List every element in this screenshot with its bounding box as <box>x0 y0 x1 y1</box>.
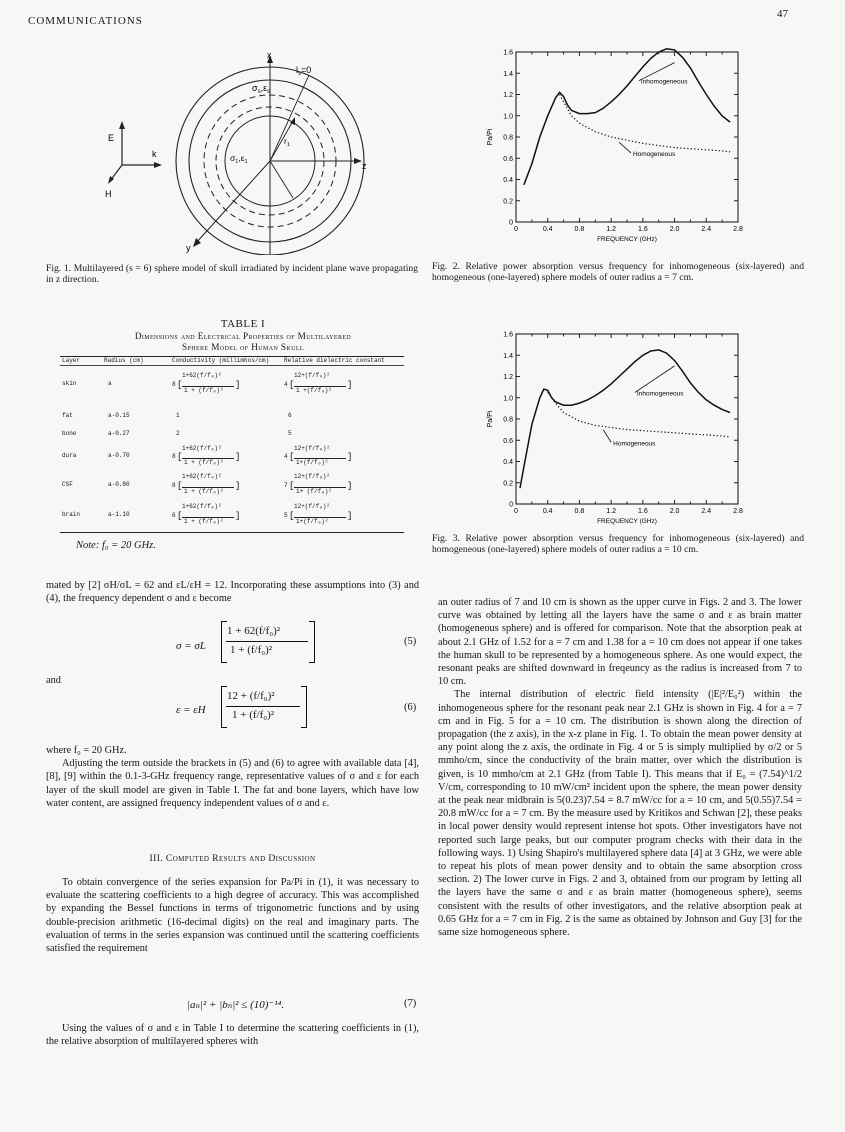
table-cell-conductivity-bracket-close: ] <box>235 452 241 462</box>
eq5-denominator: 1 + (f/f₀)² <box>230 644 273 656</box>
y-tick-label: 1.4 <box>503 70 513 78</box>
table-cell-radius: a-1.10 <box>108 511 130 518</box>
eq6-numerator: 12 + (f/f₀)² <box>227 690 275 702</box>
rs-radius <box>270 75 309 161</box>
x-tick-label: 2.0 <box>669 508 680 515</box>
e-vector-arrow <box>119 121 125 129</box>
table-cell-conductivity-denominator: 1 + (f/f₀)² <box>184 488 224 495</box>
fig3-chart <box>474 326 774 536</box>
table-cell-conductivity-bracket-close: ] <box>235 511 241 521</box>
k-vector-arrow <box>154 162 162 168</box>
table-cell-conductivity-denominator: 1 + (f/f₀)² <box>184 518 224 525</box>
table-cell-conductivity-factor: 8 <box>172 482 176 489</box>
left-paragraph-4: Using the values of σ and ε in Table I to determine the scattering coefficients in (1), the relative absorption of multilayered spheres with <box>46 1023 419 1048</box>
table-cell-conductivity-factor: 6 <box>172 512 176 519</box>
table-cell-dielectric-denominator: 1+(f/f₀)² <box>296 459 329 466</box>
label-r1-sub: 1 <box>286 142 290 148</box>
homogeneous-annotation: Homogeneous <box>632 150 676 158</box>
table-cell-conductivity: 2 <box>176 430 180 437</box>
table-cell-conductivity-bracket-open: [ <box>177 452 183 462</box>
eq6-fraction-bar <box>226 706 300 707</box>
table-cell-dielectric-bracket-open: [ <box>289 452 295 462</box>
r-vector <box>270 161 293 198</box>
label-eps-s-sub: s <box>267 89 271 95</box>
label-k: k <box>152 149 157 159</box>
y-tick-label: 0.4 <box>503 459 513 466</box>
table-cell-conductivity-bracket-open: [ <box>177 481 183 491</box>
x-tick-label: 0.4 <box>542 226 553 233</box>
eq7: |aₙ|² + |bₙ|² ≤ (10)⁻¹⁴. <box>187 999 285 1011</box>
eq6-brackets <box>221 686 307 728</box>
table-cell-radius: a-0.80 <box>108 481 130 488</box>
table-cell-dielectric-numerator: 12+(f/f₀)² <box>294 473 331 480</box>
section-heading: III. Computed Results and Discussion <box>149 853 316 864</box>
homogeneous-leader <box>603 430 611 443</box>
x-tick-label: 1.6 <box>637 508 648 515</box>
eq5-lhs: σ = σL <box>176 640 206 652</box>
left-paragraph-2: where f₀ = 20 GHz. Adjusting the term outside the brackets in (5) and (6) to agree with available data [4], [8], [9] within the 0.1-3-GHz frequency range, representative values of σ and ε for each layer of the skull model are given in Table I. The fat and bone layers, which have low water content, are assigned frequency independent values of σ and ε. <box>46 745 419 809</box>
svg-text:σ1,ε1 <box>230 153 248 165</box>
table-cell-dielectric-factor: 4 <box>284 453 288 460</box>
y-tick-label: 0 <box>509 501 513 509</box>
right-paragraph-2: The internal distribution of electric field intensity (|E|²/E₀²) within the inhomogeneous sphere for the resonant peak near 2.1 GHz is shown in Fig. 4 for a = 7 cm and in Fig. 5 for a = 10 cm. The distribution is shown along the direction of propagation (the z axis), in the x-z plane in Fig. 1. To obtain the mean power density at any point along the z axis, the ordinate in Fig. 4 or 5 is simply multiplied by σ/2 or 5 mmho/cm, since the conductivity of the brain matter, over which the distribution is given, is 10 mmho/cm at 2.1 GHz (from Table I). This means that if E₀ = (7.54)^1/2 V/cm, corresponding to 10 mW/cm² incident upon the sphere, the mean power density at the peak near midbrain is 5(0.23)7.54 = 8.7 mW/cc for a = 10 cm, and 5(0.55)7.54 = 20.8 mW/cc for a = 7 cm. By the measure used by Kritikos and Schwan [2], these peaks in local power density would represent intense hot spots. Other investigators have not reported such large peaks, but our computer program checks with their data in the following ways. 1) Using Shapiro's multilayered sphere data [4] at 3 GHz, we were able to repeat his plots of mean power density and to obtain the same absorption cross section. 2) The lower curve in Figs. 2 and 3, obtained from our program by letting all the layers have the same σ and ε as brain matter (homogeneous sphere), seems consistent with the results of other investigators, and the relative absorption peak at 0.65 GHz for a = 7 cm in Fig. 2 is the same as obtained by Johnson and Guy [3] for the same size homogeneous sphere. <box>438 689 802 939</box>
inhomogeneous-leader <box>635 366 675 393</box>
y-tick-label: 0.2 <box>503 198 513 206</box>
table-cell-layer: dura <box>62 452 77 459</box>
table-cell-dielectric-bracket-close: ] <box>347 481 353 491</box>
table-cell-dielectric-bracket-open: [ <box>289 511 295 521</box>
x-tick-label: 1.6 <box>637 226 648 233</box>
y-axis-label: Pa/Pi <box>487 410 494 428</box>
table-header-layer: Layer <box>62 357 81 364</box>
table-cell-conductivity-numerator: 1+62(f/f₀)² <box>182 503 222 510</box>
x-tick-label: 0 <box>514 508 518 515</box>
table-subtitle-2: Sphere Model of Human Skull <box>181 342 304 352</box>
table-cell-radius: a-0.27 <box>108 430 130 437</box>
table-cell-dielectric-numerator: 12+(f/f₀)² <box>294 503 331 510</box>
y-tick-label: 1.2 <box>503 374 513 381</box>
homogeneous-curve <box>560 95 731 152</box>
y-tick-label: 0.6 <box>503 155 513 163</box>
label-eps1: ε <box>240 153 245 163</box>
table-header-conductivity: Conductivity (millimhos/cm) <box>172 357 270 364</box>
table-header-dielectric: Relative dielectric constant <box>284 357 385 364</box>
table-title: TABLE I <box>220 318 266 330</box>
table-rule-bottom <box>60 532 404 533</box>
eq7-number: (7) <box>404 998 417 1009</box>
table-cell-conductivity: 1 <box>176 412 180 419</box>
left-paragraph-3: To obtain convergence of the series expansion for Pa/Pi in (1), it was necessary to evaluate the scattering coefficients to a high degree of accuracy. This was accomplished by expanding the Bessel functions in terms of trigonometric functions and by using double-precision arithmetic (16-decimal digits) on the real and imaginary parts. The evaluation of terms in the series expansion was continued until the scattering coefficients satisfied the requirement <box>46 877 419 955</box>
y-tick-label: 1.0 <box>503 113 513 121</box>
label-sigma-s: σ <box>252 83 258 93</box>
eq5-brackets <box>221 621 315 663</box>
table-cell-dielectric-numerator: 12+(f/f₀)² <box>294 445 331 452</box>
table-cell-dielectric-bracket-close: ] <box>347 511 353 521</box>
x-tick-label: 0.8 <box>574 226 585 233</box>
inhomogeneous-curve <box>520 350 730 488</box>
table-cell-dielectric-bracket-open: [ <box>289 380 295 390</box>
y-tick-label: 0.6 <box>503 437 513 445</box>
eq6-number: (6) <box>404 702 417 713</box>
x-tick-label: 2.4 <box>701 508 712 515</box>
label-sigma1-sub: 1 <box>235 159 239 165</box>
table-cell-layer: fat <box>62 412 73 419</box>
y-tick-label: 1.4 <box>503 352 513 360</box>
x-tick-label: 2.8 <box>733 226 743 233</box>
table-cell-layer: brain <box>62 511 81 518</box>
fig1-sphere-diagram <box>100 45 390 255</box>
x-axis-label: FREQUENCY (GHz) <box>597 236 657 243</box>
table-cell-conductivity-denominator: 1 + (f/f₀)² <box>184 459 224 466</box>
page-number: 47 <box>777 8 788 20</box>
table-cell-layer: bone <box>62 430 77 437</box>
label-x: x <box>267 50 272 60</box>
eq5-number: (5) <box>404 636 417 647</box>
label-eps1-sub: 1 <box>244 159 248 165</box>
inhomogeneous-curve <box>524 49 730 185</box>
table-cell-dielectric-factor: 4 <box>284 381 288 388</box>
y-tick-label: 0.2 <box>503 480 513 488</box>
y-tick-label: 1.2 <box>503 92 513 99</box>
table-cell-radius: a-0.70 <box>108 452 130 459</box>
table-cell-conductivity-numerator: 1+62(f/f₀)² <box>182 473 222 480</box>
label-comma-s: , <box>260 83 264 93</box>
table-note: Note: f₀ = 20 GHz. <box>76 540 156 551</box>
right-paragraph-1: an outer radius of 7 and 10 cm is shown as the upper curve in Figs. 2 and 3. The lower curve was obtained by letting all the layers have the same σ and ε as brain matter (homogeneous sphere) and is offered for comparison. Note that the absorption peak at about 2.1 GHz of 1.52 for a = 7 cm and 1.38 for a = 10 cm does not appear if one takes the human skull to be represented by a homogeneous sphere. As one would expect, the resonant peaks are shifted downward in freqeuncy as the radius is increased from 7 to 10 cm. <box>438 597 802 688</box>
table-cell-dielectric-factor: 5 <box>284 512 288 519</box>
table-rule-mid <box>60 365 404 366</box>
y-axis-line <box>196 161 270 243</box>
label-ls-eq: =0 <box>301 65 312 75</box>
label-y: y <box>186 243 191 253</box>
table-cell-conductivity-bracket-open: [ <box>177 511 183 521</box>
x-tick-label: 2.8 <box>733 508 743 515</box>
table-cell-dielectric-numerator: 12+(f/f₀)² <box>294 372 331 379</box>
y-tick-label: 1.6 <box>503 49 513 57</box>
eq5-numerator: 1 + 62(f/f₀)² <box>227 625 281 637</box>
eq6-denominator: 1 + (f/f₀)² <box>232 709 275 721</box>
table-cell-conductivity-bracket-close: ] <box>235 380 241 390</box>
x-tick-label: 1.2 <box>606 226 617 233</box>
x-tick-label: 0.4 <box>542 508 553 515</box>
x-tick-label: 2.4 <box>701 226 712 233</box>
table-cell-conductivity-factor: 8 <box>172 381 176 388</box>
label-z: z <box>362 161 367 171</box>
table-subtitle-1: Dimensions and Electrical Properties of Multilayered <box>134 331 352 341</box>
table-cell-dielectric-factor: 7 <box>284 482 288 489</box>
y-tick-label: 1.0 <box>503 395 513 403</box>
plot-frame <box>516 52 738 222</box>
y-tick-label: 0.8 <box>503 134 513 142</box>
table-cell-radius: a <box>108 380 112 387</box>
y-tick-label: 0.4 <box>503 177 513 184</box>
table-cell-dielectric: 6 <box>288 412 292 419</box>
table-cell-layer: CSF <box>62 481 73 488</box>
label-sigma1: σ <box>230 153 236 163</box>
table-cell-dielectric-bracket-close: ] <box>347 452 353 462</box>
table-cell-dielectric-denominator: 1+(f/f₀)² <box>296 518 329 525</box>
fig2-caption: Fig. 2. Relative power absorption versus frequency for inhomogeneous (six-layered) and homogeneous (one-layered) sphere models of outer radius a = 7 cm. <box>432 261 804 283</box>
table-cell-dielectric-bracket-close: ] <box>347 380 353 390</box>
svg-text:σs,εs <box>252 83 270 95</box>
label-sigma-s-sub: s <box>257 89 261 95</box>
label-ls: l <box>296 65 298 75</box>
inhomogeneous-annotation: Inhomogeneous <box>640 78 688 86</box>
eq6-lhs: ε = εH <box>176 704 206 716</box>
homogeneous-curve <box>548 392 730 437</box>
table-cell-radius: a-0.15 <box>108 412 130 419</box>
label-eps-s: ε <box>263 83 268 93</box>
label-ls-sub: s <box>298 71 301 77</box>
z-axis-arrow <box>354 158 362 164</box>
homogeneous-leader <box>619 142 631 153</box>
label-r1: r <box>284 136 287 146</box>
svg-text:r1 <box>284 136 290 148</box>
fig3-caption: Fig. 3. Relative power absorption versus frequency for inhomogeneous (six-layered) and homogeneous (one-layered) sphere models of outer radius a = 10 cm. <box>432 533 804 555</box>
label-e: E <box>108 133 115 143</box>
table-cell-conductivity-numerator: 1+62(f/f₀)² <box>182 372 222 379</box>
label-comma-1: , <box>238 153 241 163</box>
x-tick-label: 0 <box>514 226 518 233</box>
fig2-chart <box>474 44 774 254</box>
eq5-fraction-bar <box>226 641 308 642</box>
plot-frame <box>516 334 738 504</box>
table-cell-conductivity-bracket-open: [ <box>177 380 183 390</box>
x-tick-label: 1.2 <box>606 508 617 515</box>
table-cell-dielectric: 5 <box>288 430 292 437</box>
inhomogeneous-annotation: Inhomogeneous <box>636 390 684 398</box>
y-tick-label: 1.6 <box>503 331 513 339</box>
label-h: H <box>105 189 112 199</box>
r1-radius <box>270 121 293 161</box>
table-cell-conductivity-bracket-close: ] <box>235 481 241 491</box>
table-cell-layer: skin <box>62 380 77 387</box>
and-text: and <box>46 675 61 686</box>
homogeneous-annotation: Homogeneous <box>613 440 656 448</box>
y-tick-label: 0 <box>509 219 513 227</box>
table-header-radius: Radius (cm) <box>104 357 144 364</box>
table-cell-dielectric-denominator: 1 +(f/f₀)² <box>296 387 333 394</box>
x-axis-label: FREQUENCY (GHz) <box>597 518 657 525</box>
right-column-text <box>438 596 802 939</box>
y-tick-label: 0.8 <box>503 416 513 424</box>
fig1-caption: Fig. 1. Multilayered (s = 6) sphere model of skull irradiated by incident plane wave propagating in z direction. <box>46 263 418 285</box>
running-head: COMMUNICATIONS <box>28 15 143 27</box>
table-cell-conductivity-denominator: 1 + (f/f₀)² <box>184 387 224 394</box>
table-cell-dielectric-bracket-open: [ <box>289 481 295 491</box>
x-tick-label: 2.0 <box>669 226 680 233</box>
y-axis-label: Pa/Pi <box>487 128 494 146</box>
left-paragraph-1: mated by [2] σH/σL = 62 and εL/εH = 12. Incorporating these assumptions into (3) and (4), the frequency dependent σ and ε become <box>46 580 419 605</box>
table-cell-conductivity-factor: 8 <box>172 453 176 460</box>
table-cell-dielectric-denominator: 1+ (f/f₀)² <box>296 488 333 495</box>
x-tick-label: 0.8 <box>574 508 585 515</box>
table-cell-conductivity-numerator: 1+62(f/f₀)² <box>182 445 222 452</box>
